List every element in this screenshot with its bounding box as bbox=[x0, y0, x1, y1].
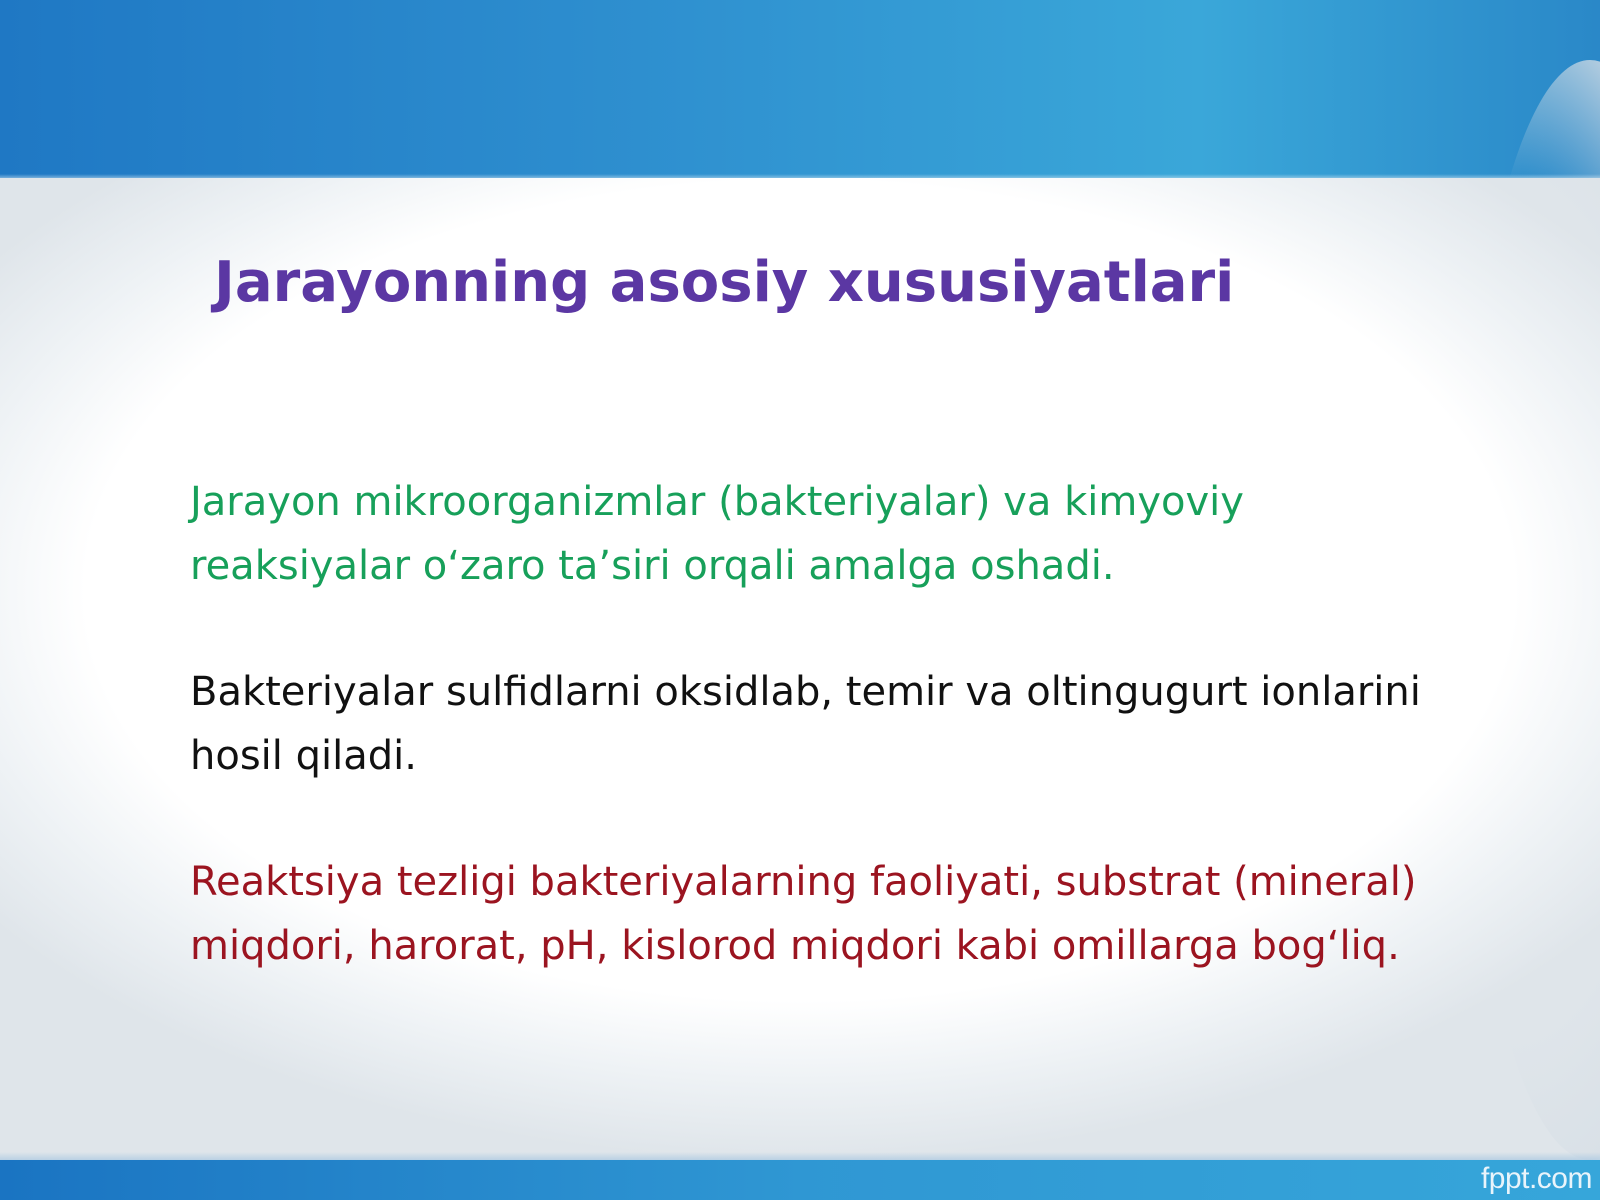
paragraph-bacteria bbox=[190, 660, 1520, 788]
paragraph-line: Reaktsiya tezligi bakteriyalarning faoliyati, substrat (mineral) bbox=[190, 859, 1417, 905]
paragraph-line: reaksiyalar o‘zaro ta’siri orqali amalga oshadi. bbox=[190, 543, 1115, 589]
paragraph-line: Jarayon mikroorganizmlar (bakteriyalar) va kimyoviy bbox=[190, 479, 1244, 525]
paragraph-line: hosil qiladi. bbox=[190, 733, 417, 779]
paragraph-reaction-rate bbox=[190, 850, 1520, 978]
slide-content bbox=[190, 470, 1520, 1040]
paragraph-process bbox=[190, 470, 1520, 598]
header-band bbox=[0, 0, 1600, 180]
paragraph-line: miqdori, harorat, pH, kislorod miqdori kabi omillarga bog‘liq. bbox=[190, 923, 1400, 969]
slide-title: Jarayonning asosiy xususiyatlari bbox=[214, 250, 1235, 315]
brand-watermark: fppt.com bbox=[1480, 1162, 1592, 1195]
paragraph-line: Bakteriyalar sulfidlarni oksidlab, temir va oltingugurt ionlarini bbox=[190, 669, 1421, 715]
footer-band bbox=[0, 1160, 1600, 1200]
